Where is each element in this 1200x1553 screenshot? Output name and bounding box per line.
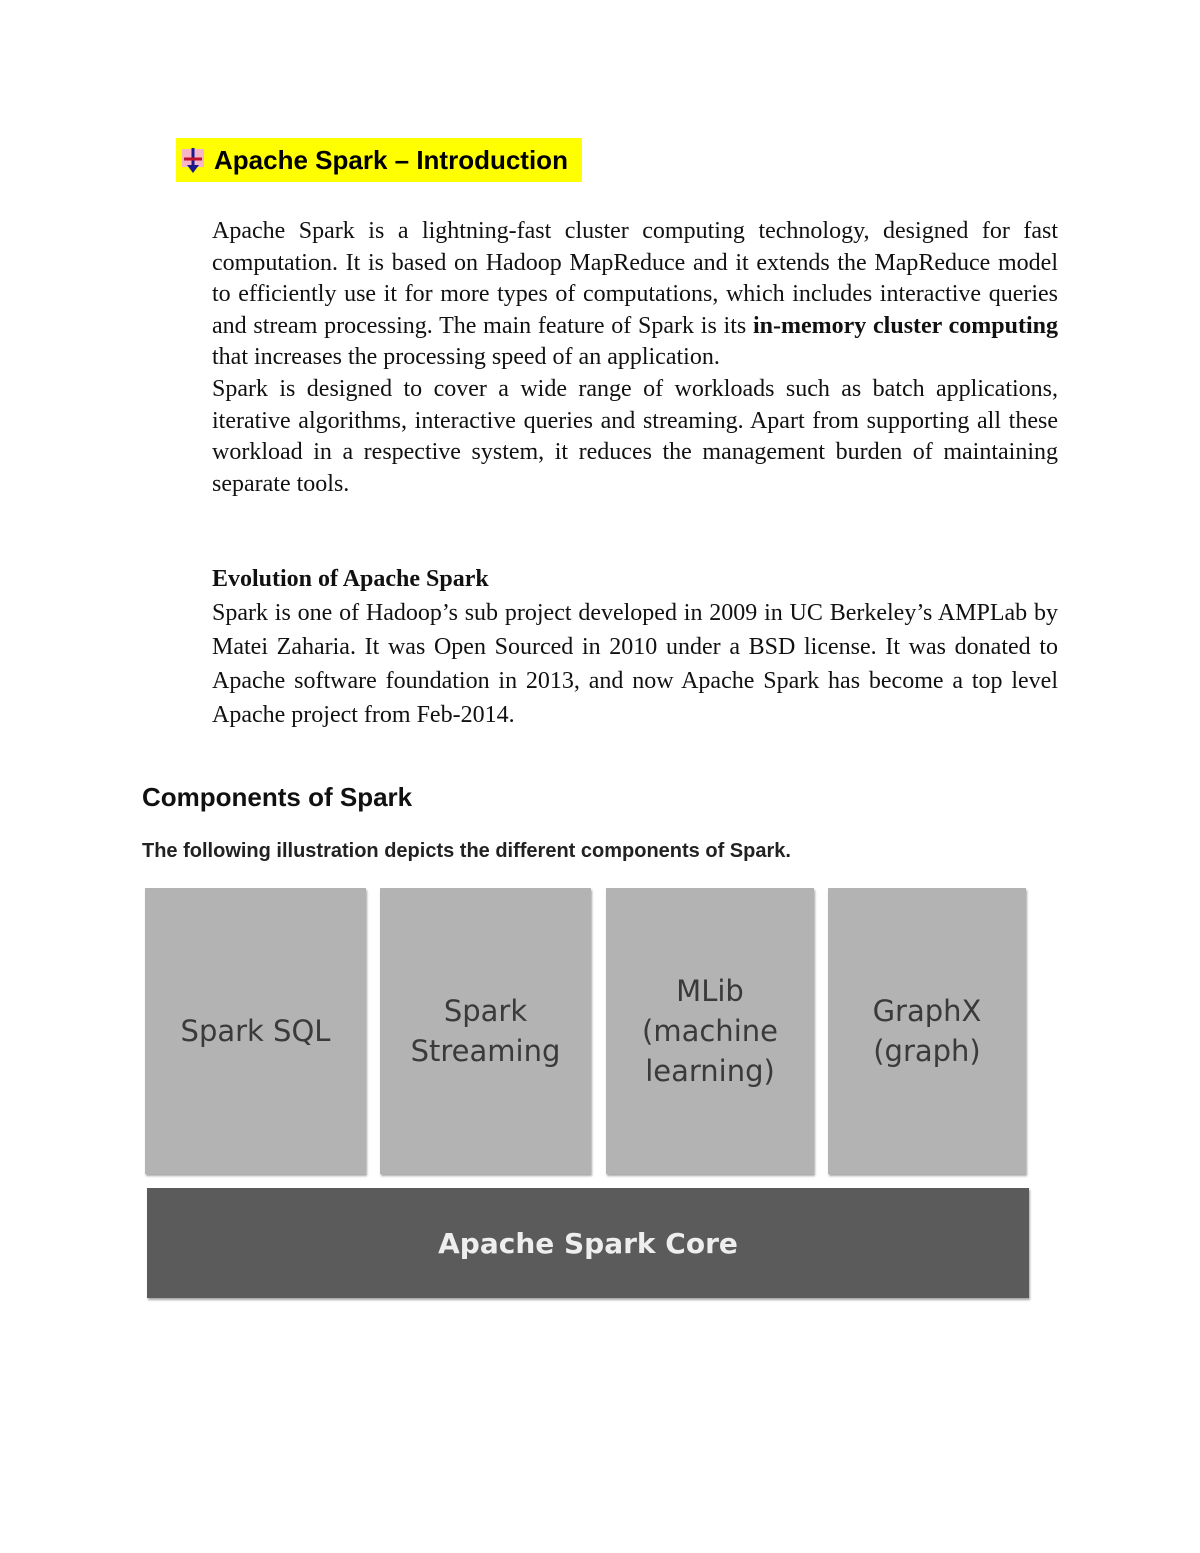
component-label: Spark SQL bbox=[180, 1014, 331, 1048]
intro-p1-text-end: that increases the processing speed of an application. bbox=[212, 344, 720, 371]
component-graphx bbox=[828, 888, 1026, 1174]
component-label: MLib bbox=[676, 974, 744, 1008]
evolution-text: Spark is one of Hadoop’s sub project developed in 2009 in UC Berkeley’s AMPLab by Matei Zaharia. It was Open Sourced in 2010 under a BSD license. It was donated to Apache software foundation in 2013, and now Apache Spark has become a top level Apache project from Feb-2014. bbox=[212, 600, 1058, 728]
component-spark-streaming bbox=[380, 888, 591, 1174]
down-arrow-icon bbox=[178, 145, 208, 175]
intro-paragraph-2: Spark is designed to cover a wide range of workloads such as batch applications, iterative algorithms, interactive queries and streaming. Apart from supporting all these workload in a respective system, it reduces the management burden of maintaining separate tools. bbox=[212, 375, 1058, 497]
component-label: learning) bbox=[645, 1054, 775, 1088]
component-label: GraphX bbox=[872, 994, 982, 1028]
intro-p1-text: Apache Spark is a lightning-fast cluster computing technology, designed for fast computation. It is based on Hadoop MapReduce and it extends the MapReduce model to efficiently use it for more types of computations, which includes interactive queries and stream processing. The main feature of Spark is its bbox=[212, 218, 1058, 339]
section-heading bbox=[176, 138, 582, 182]
components-caption: The following illustration depicts the different components of Spark. bbox=[142, 840, 791, 862]
components-title: Components of Spark bbox=[142, 782, 413, 812]
component-label: (machine bbox=[642, 1014, 778, 1048]
section-heading-text: Apache Spark – Introduction bbox=[214, 144, 568, 175]
component-label: Spark bbox=[443, 994, 528, 1028]
component-spark-sql bbox=[145, 888, 366, 1174]
component-mlib bbox=[606, 888, 814, 1174]
evolution-section bbox=[212, 562, 1058, 732]
evolution-title: Evolution of Apache Spark bbox=[212, 566, 489, 592]
component-label: (graph) bbox=[873, 1034, 981, 1068]
component-label: Streaming bbox=[410, 1034, 561, 1068]
component-spark-core: Apache Spark Core bbox=[147, 1188, 1029, 1298]
intro-p1-bold: in-memory cluster computing bbox=[752, 312, 1058, 339]
intro-paragraph-1 bbox=[212, 216, 1058, 374]
intro-section bbox=[212, 216, 1058, 500]
